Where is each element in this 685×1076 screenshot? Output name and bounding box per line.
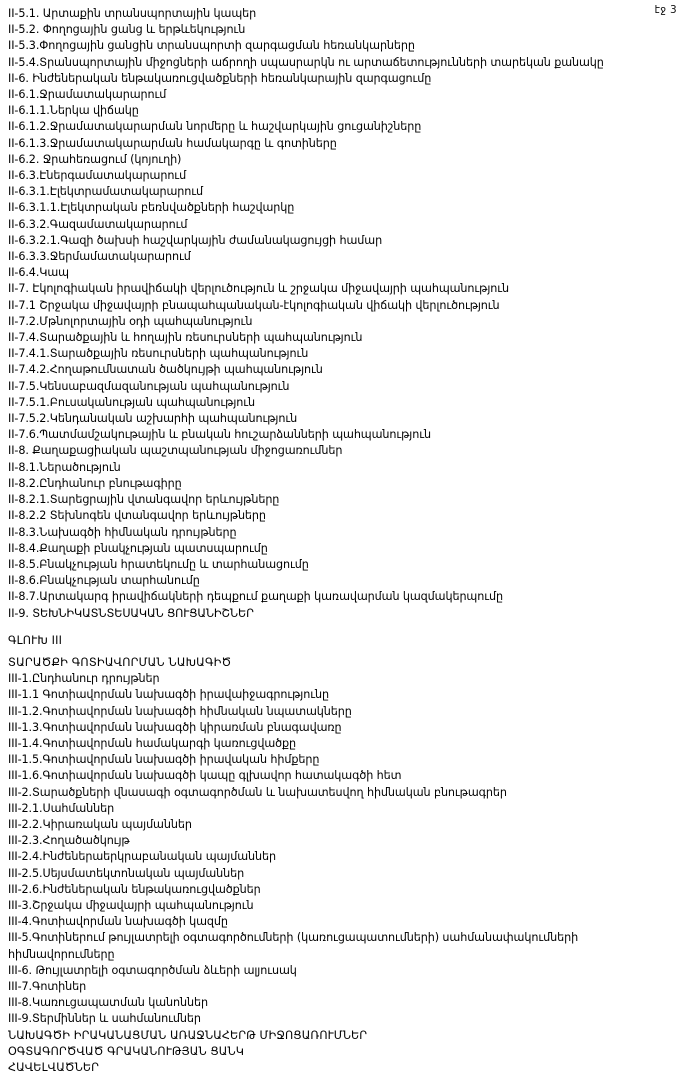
list-item[interactable]: II-6.3.Էներգամատակարարում xyxy=(8,169,187,183)
list-item[interactable]: II-6.2. Ջրահեռացում (կոյուղի) xyxy=(8,152,182,166)
toc-part-three-list xyxy=(8,671,677,1076)
list-item[interactable]: II-8.5.Բնակչության հրատեկումը և տարհանացումը xyxy=(8,557,309,571)
list-item[interactable]: II-8.2.1.Տարեցրային վտանգավոր երևույթները xyxy=(8,493,280,507)
list-item[interactable]: II-6.1.1.Ներկա վիճակը xyxy=(8,104,139,118)
list-item[interactable]: III-2.2.Կիրառական պայմաններ xyxy=(8,817,192,831)
list-item[interactable]: II-6.3.3.Ջերմամատակարարում xyxy=(8,250,191,264)
list-item[interactable]: III-2.Տարածքների վնասագի օգտագործման և նախատեսվող հիմնական բնութագրեր xyxy=(8,785,507,799)
list-item[interactable]: II-7.5.1.Բուսականության պահպանություն xyxy=(8,395,256,409)
page-number-label: էջ 3 xyxy=(654,4,677,16)
list-item[interactable]: III-1.Ընդհանուր դրույթներ xyxy=(8,672,160,686)
list-item[interactable]: III-6. Թույլատրելի օգտագործման ձևերի ալյուսակ xyxy=(8,963,297,977)
chapter-three-heading xyxy=(8,633,677,671)
list-item[interactable]: III-7.Գոտիներ xyxy=(8,979,87,993)
list-item[interactable]: ՀԱՎԵԼՎԱԾՆԵՐ xyxy=(8,1061,100,1074)
list-item[interactable]: II-8.2.Ընդհանուր բնութագիրը xyxy=(8,476,182,490)
list-item[interactable]: III-1.1 Գոտիավորման նախագծի իրավաիջագրությունը xyxy=(8,688,329,702)
list-item[interactable]: II-8. Քաղաքացիական պաշտպանության միջոցառումներ xyxy=(8,444,343,458)
list-item[interactable]: II-7.1 Շրջակա միջավայրի բնապահպանական-էկոլոգիական վիճակի վերլուծություն xyxy=(8,298,500,312)
list-item[interactable]: III-1.4.Գոտիավորման համակարգի կառուցվածքը xyxy=(8,736,296,750)
table-of-contents xyxy=(8,6,677,1076)
section-spacer xyxy=(8,622,677,625)
list-item[interactable]: II-6.4.Կապ xyxy=(8,266,69,280)
list-item[interactable]: II-5.3.Փողոցային ցանցին տրանսպորտի զարգացման հեռանկարները xyxy=(8,39,415,53)
list-item[interactable]: III-8.Կառուցապատման կանոններ xyxy=(8,996,208,1010)
list-item[interactable]: III-1.3.Գոտիավորման նախագծի կիրառման բնագավառը xyxy=(8,720,342,734)
chapter-label: ԳԼՈՒԽ III xyxy=(8,633,63,647)
list-item[interactable]: II-7.4.1.Տարածքային ռեսուրսների պահպանություն xyxy=(8,347,309,361)
list-item[interactable]: II-5.4.Տրանսպորտային միջոցների աճրողի սպասրարկն ու արտաճետությունների տարեկան քանակը xyxy=(8,55,604,69)
list-item[interactable]: III-1.5.Գոտիավորման նախագծի իրավական հիմքերը xyxy=(8,753,320,767)
list-item[interactable]: II-7.4.2.Հողաթումնատան ծածկույթի պահպանություն xyxy=(8,363,323,377)
list-item[interactable]: II-6.1.Ջրամատակարարում xyxy=(8,88,167,102)
list-item[interactable]: III-2.5.Սեյսմատեկտոնական պայմաններ xyxy=(8,866,245,880)
list-item[interactable]: II-8.2.2 Տեխնոգեն վտանգավոր երևույթները xyxy=(8,509,266,523)
list-item[interactable]: III-3.Շրջակա միջավայրի պահպանություն xyxy=(8,898,254,912)
list-item[interactable]: ՆԱԽԱԳԾԻ ԻՐԱԿԱՆԱՑՄԱՆ ԱՌԱՋՆԱՀԵՐԹ ՄԻՋՈՑԱՌՈՒՄՆԵՐ xyxy=(8,1028,368,1042)
list-item[interactable]: II-7.5.Կենսաբազմազանության պահպանություն xyxy=(8,379,290,393)
list-item[interactable]: II-7. Էկոլոգիական իրավիճակի վերլուծություն և շրջակա միջավայրի պահպանություն xyxy=(8,282,510,296)
list-item[interactable]: III-2.3.Հողածածկույթ xyxy=(8,834,130,848)
list-item[interactable]: III-5.Գոտիներում թույլատրելի օգտագործումների (կառուցապատումների) սահմանափակումների հիմնավորումները xyxy=(8,931,579,961)
list-item[interactable]: ՕԳՏԱԳՈՐԾՎԱԾ ԳՐԱԿԱՆՈՒԹՅԱՆ ՑԱՆԿ xyxy=(8,1044,244,1058)
list-item[interactable]: II-9. ՏԵԽՆԻԿԱՏՆՏԵՍԱԿԱՆ ՑՈՒՑԱՆԻՇՆԵՐ xyxy=(8,606,254,620)
list-item[interactable]: II-7.2.Մթնոլորտային օդի պահպանություն xyxy=(8,314,253,328)
list-item[interactable]: II-5.2. Փողոցային ցանց և երթևեկություն xyxy=(8,23,246,37)
list-item[interactable]: II-8.7.Արտակարգ իրավիճակների դեպքում քաղաքի կառավարման կազմակերպումը xyxy=(8,590,503,604)
list-item[interactable]: II-6.3.2.1.Գազի ծախսի հաշվարկային ժամանակացույցի համար xyxy=(8,233,383,247)
list-item[interactable]: II-6.3.1.Էլեկտրամատակարարում xyxy=(8,185,204,199)
list-item[interactable]: III-1.6.Գոտիավորման նախագծի կապը գլխավոր հատակագծի հետ xyxy=(8,769,402,783)
list-item[interactable]: III-1.2.Գոտիավորման նախագծի հիմնական նպատակները xyxy=(8,704,352,718)
list-item[interactable]: II-6. Ինժեներական ենթակառուցվածքների հեռանկարային զարգացումը xyxy=(8,71,432,85)
list-item[interactable]: II-6.3.1.1.Էլեկտրական բեռնվածքների հաշվարկը xyxy=(8,201,295,215)
list-item[interactable]: II-8.1.Ներածություն xyxy=(8,460,121,474)
list-item[interactable]: II-6.3.2.Գազամատակարարում xyxy=(8,217,188,231)
chapter-title: ՏԱՐԱԾՔԻ ԳՈՏԻԱՎՈՐՄԱՆ ՆԱԽԱԳԻԾ xyxy=(8,655,232,669)
list-item[interactable]: II-7.5.2.Կենդանական աշխարհի պահպանություն xyxy=(8,412,298,426)
list-item[interactable]: III-2.4.Ինժեներաերկրաբանական պայմաններ xyxy=(8,850,276,864)
list-item[interactable]: II-6.1.3.Ջրամատակարարման համակարգը և գոտիները xyxy=(8,136,337,150)
list-item[interactable]: III-2.6.Ինժեներական ենթակառուցվածքներ xyxy=(8,882,261,896)
list-item[interactable]: II-6.1.2.Ջրամատակարարման նորմերը և հաշվարկային ցուցանիշները xyxy=(8,120,422,134)
list-item[interactable]: II-7.6.Պատմամշակութային և բնական հուշարձանների պահպանություն xyxy=(8,428,431,442)
list-item[interactable]: II-7.4.Տարածքային և հողային ռեսուրսների պահպանություն xyxy=(8,331,363,345)
list-item[interactable]: II-8.3.Նախագծի հիմնական դրույթները xyxy=(8,525,237,539)
list-item[interactable]: III-9.Տերմիններ և սահմանումներ xyxy=(8,1012,201,1026)
list-item[interactable]: II-8.6.Բնակչության տարհանումը xyxy=(8,574,200,588)
list-item[interactable]: III-4.Գոտիավորման նախագծի կազմը xyxy=(8,915,228,929)
list-item[interactable]: II-8.4.Քաղաքի բնակչության պատսպարումը xyxy=(8,541,268,555)
list-item[interactable]: II-5.1. Արտաքին տրանսպորտային կապեր xyxy=(8,7,257,20)
list-item[interactable]: III-2.1.Սահմաններ xyxy=(8,801,115,815)
toc-part-two-list xyxy=(8,6,677,622)
